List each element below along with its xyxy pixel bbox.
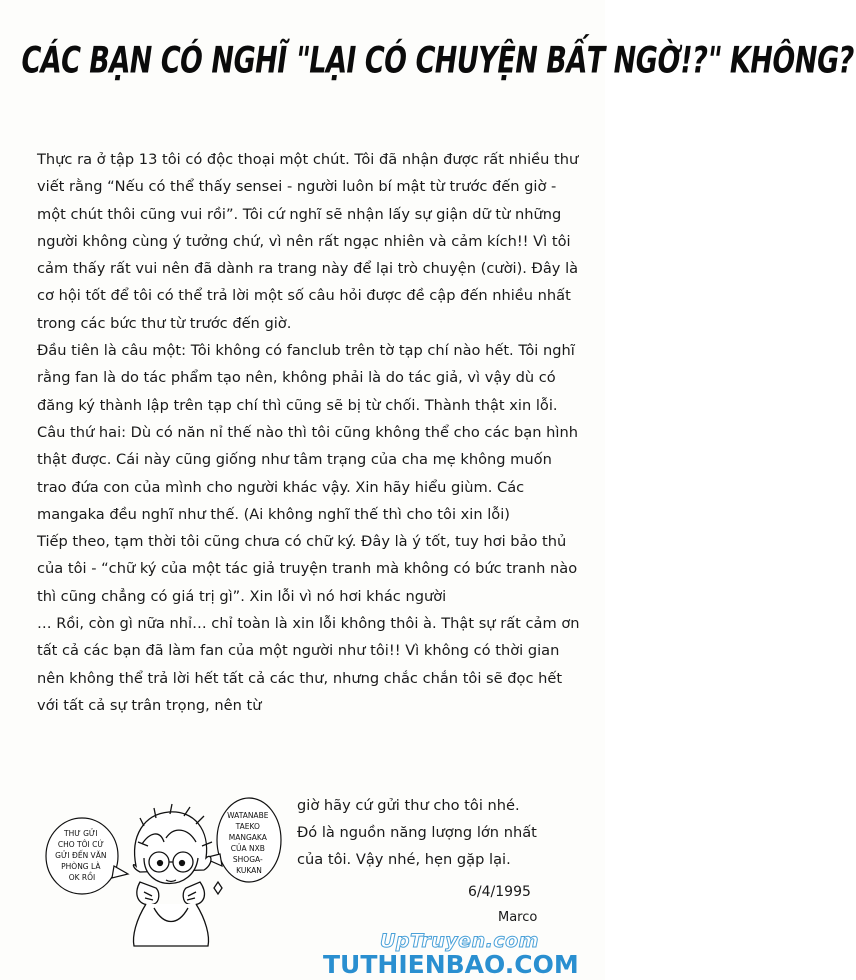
paragraph-photo: Câu thứ hai: Dù có năn nỉ thế nào thì tôi cũng không thể cho các bạn hình thật được. Cái này cũng giống như tâm trạng của cha mẹ không muốn trao đứa con của mình cho người khác vậy. Xin hãy hiểu giùm. Các mangaka đều nghĩ như thế. (Ai không nghĩ thế thì cho tôi xin lỗi) — [37, 423, 578, 523]
letter-body — [37, 146, 582, 719]
page-title: CÁC BẠN CÓ NGHĨ "LẠI CÓ CHUYỆN BẤT NGỜ!?" KHÔNG? — [18, 40, 856, 82]
character-figure — [133, 804, 222, 946]
author-cartoon-illustration — [44, 796, 294, 946]
bubble-left-line: PHÒNG LÀ — [61, 862, 101, 871]
paragraph-intro: Thực ra ở tập 13 tôi có độc thoại một chút. Tôi đã nhận được rất nhiều thư viết rằng “Nếu có thể thấy sensei - người luôn bí mật từ trước đến giờ - một chút thôi cũng vui rồi”. Tôi cứ nghĩ sẽ nhận lấy sự giận dữ từ những người không cùng ý tưởng chứ, vì nên rất ngạc nhiên và cảm kích!! Vì tôi cảm thấy rất vui nên đã dành ra trang này để lại trò chuyện (cười). Đây là cơ hội tốt để tôi có thể trả lời một số câu hỏi được đề cập đến nhiều nhất trong các bức thư từ trước đến giờ. — [37, 151, 579, 332]
paragraph-thanks: … Rồi, còn gì nữa nhỉ… chỉ toàn là xin lỗi không thôi à. Thật sự rất cảm ơn tất cả các bạn đã làm fan của một người như tôi!! Vì không có thời gian nên không thể trả lời hết tất cả các thư, nhưng chắc chắn tôi sẽ đọc hết với tất cả sự trân trọng, nên từ — [37, 615, 580, 714]
bubble-right-line: TAEKO — [235, 822, 260, 831]
paragraph-fanclub: Đầu tiên là câu một: Tôi không có fanclub trên tờ tạp chí nào hết. Tôi nghĩ rằng fan là do tác phẩm tạo nên, không phải là do tác giả, vì vậy dù có đăng ký thành lập trên tạp chí thì cũng sẽ bị từ chối. Thành thật xin lỗi. — [37, 342, 575, 414]
bubble-right-line: SHOGA- — [232, 855, 263, 864]
paragraph-signature: Tiếp theo, tạm thời tôi cũng chưa có chữ ký. Đây là ý tốt, tuy hơi bảo thủ của tôi - “chữ ký của một tác giả truyện tranh mà không có bức tranh nào thì cũng chẳng có giá trị gì”. Xin lỗi vì nó hơi khác người — [37, 533, 578, 605]
bubble-left-line: CHO TÔI CỨ — [57, 840, 104, 849]
bubble-left-line: GỬI ĐẾN VĂN — [55, 851, 107, 860]
letter-date: 6/4/1995 — [468, 884, 531, 900]
watermark-tuthienbao: TUTHIENBAO.COM — [323, 950, 579, 979]
closing-line: Đó là nguồn năng lượng lớn nhất — [297, 824, 537, 841]
watermark-uptruyen: UpTruyen.com — [380, 930, 539, 952]
closing-line: giờ hãy cứ gửi thư cho tôi nhé. — [297, 797, 520, 814]
author-signature: Marco — [498, 910, 538, 925]
closing-line: của tôi. Vậy nhé, hẹn gặp lại. — [297, 851, 511, 868]
bubble-left-line: OK RỒI — [68, 873, 96, 882]
bubble-right-line: KUKAN — [236, 866, 262, 875]
bubble-right-line: CỦA NXB — [230, 844, 265, 853]
bubble-right-line: MANGAKA — [228, 833, 267, 842]
bubble-left-line: THƯ GỬI — [64, 829, 98, 838]
bubble-right-line: WATANABE — [227, 811, 269, 820]
